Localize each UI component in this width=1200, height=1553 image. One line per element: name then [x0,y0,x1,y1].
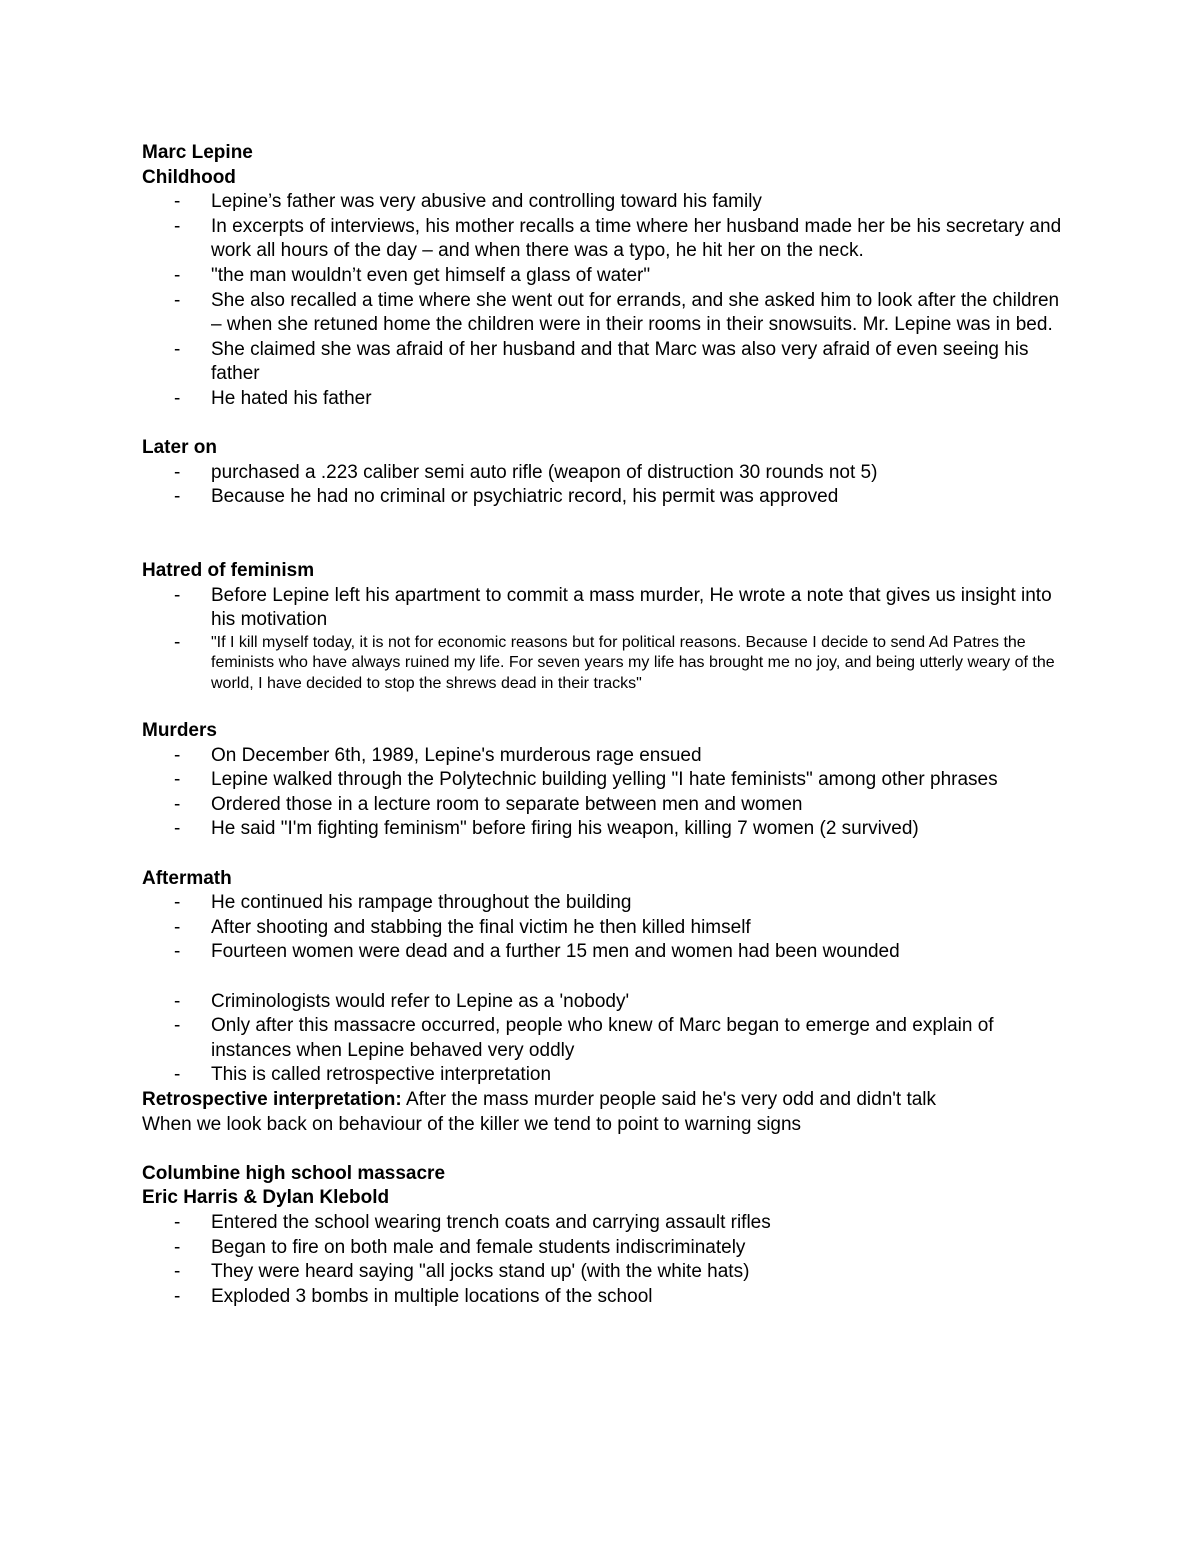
list-item: - This is called retrospective interpretation [142,1063,1072,1088]
document-page [142,141,1072,1309]
aftermath-list [142,891,1072,965]
list-item: - She claimed she was afraid of her husband and that Marc was also very afraid of even seeing his father [142,338,1072,387]
list-item: - Lepine walked through the Polytechnic building yelling "I hate feminists" among other phrases [142,768,1072,793]
section-heading-murders: Murders [142,720,217,742]
list-item: - "the man wouldn’t even get himself a glass of water" [142,264,1072,289]
list-item: - Fourteen women were dead and a further 15 men and women had been wounded [142,940,1072,965]
section-heading-columbine: Columbine high school massacre [142,1162,446,1184]
retrospective-line-2: When we look back on behaviour of the killer we tend to point to warning signs [142,1113,802,1135]
list-item: - Ordered those in a lecture room to separate between men and women [142,793,1072,818]
murders-list [142,744,1072,842]
childhood-list [142,190,1072,411]
list-item: - In excerpts of interviews, his mother recalls a time where her husband made her be his secretary and work all hours of the day – and when there was a typo, he hit her on the neck. [142,215,1072,264]
section-heading-childhood: Childhood [142,166,236,188]
list-item: - Criminologists would refer to Lepine as a 'nobody' [142,990,1072,1015]
document-title: Marc Lepine [142,142,253,163]
retrospective-label: Retrospective interpretation: [142,1088,402,1110]
section-heading-aftermath: Aftermath [142,867,232,889]
list-item: - He said "I'm fighting feminism" before firing his weapon, killing 7 women (2 survived) [142,817,1072,842]
list-item: - Because he had no criminal or psychiatric record, his permit was approved [142,485,1072,510]
list-item: - Before Lepine left his apartment to commit a mass murder, He wrote a note that gives us insight into his motivation [142,584,1072,633]
list-item: - purchased a .223 caliber semi auto rifle (weapon of distruction 30 rounds not 5) [142,461,1072,486]
list-item: - He continued his rampage throughout the building [142,891,1072,916]
list-item: - She also recalled a time where she went out for errands, and she asked him to look after the children – when she retuned home the children were in their rooms in their snowsuits. Mr. Lepine was in bed. [142,289,1072,338]
retrospective-text: After the mass murder people said he's very odd and didn't talk [401,1088,937,1110]
aftermath-list-2 [142,990,1072,1088]
section-heading-later-on: Later on [142,437,217,459]
list-item: - Only after this massacre occurred, people who knew of Marc began to emerge and explain of instances when Lepine behaved very oddly [142,1014,1072,1063]
feminism-list [142,584,1072,695]
section-subheading-columbine: Eric Harris & Dylan Klebold [142,1187,390,1209]
list-item: - On December 6th, 1989, Lepine's murderous rage ensued [142,744,1072,769]
list-item: - Exploded 3 bombs in multiple locations of the school [142,1285,1072,1310]
list-item: - Began to fire on both male and female students indiscriminately [142,1236,1072,1261]
retrospective-definition [142,1088,1072,1113]
section-heading-feminism: Hatred of feminism [142,559,315,581]
list-item: - He hated his father [142,387,1072,412]
columbine-list [142,1211,1072,1309]
list-item: - After shooting and stabbing the final victim he then killed himself [142,916,1072,941]
list-item: - Entered the school wearing trench coats and carrying assault rifles [142,1211,1072,1236]
list-item: - They were heard saying "all jocks stand up' (with the white hats) [142,1260,1072,1285]
quote-item: - "If I kill myself today, it is not for economic reasons but for political reasons. Because I decide to send Ad Patres the feminists who have always ruined my life. For seven years my life has brought me no joy, and being utterly weary of the world, I have decided to stop the shrews dead in their tracks" [142,633,1072,695]
list-item: - Lepine’s father was very abusive and controlling toward his family [142,190,1072,215]
later-on-list [142,461,1072,510]
